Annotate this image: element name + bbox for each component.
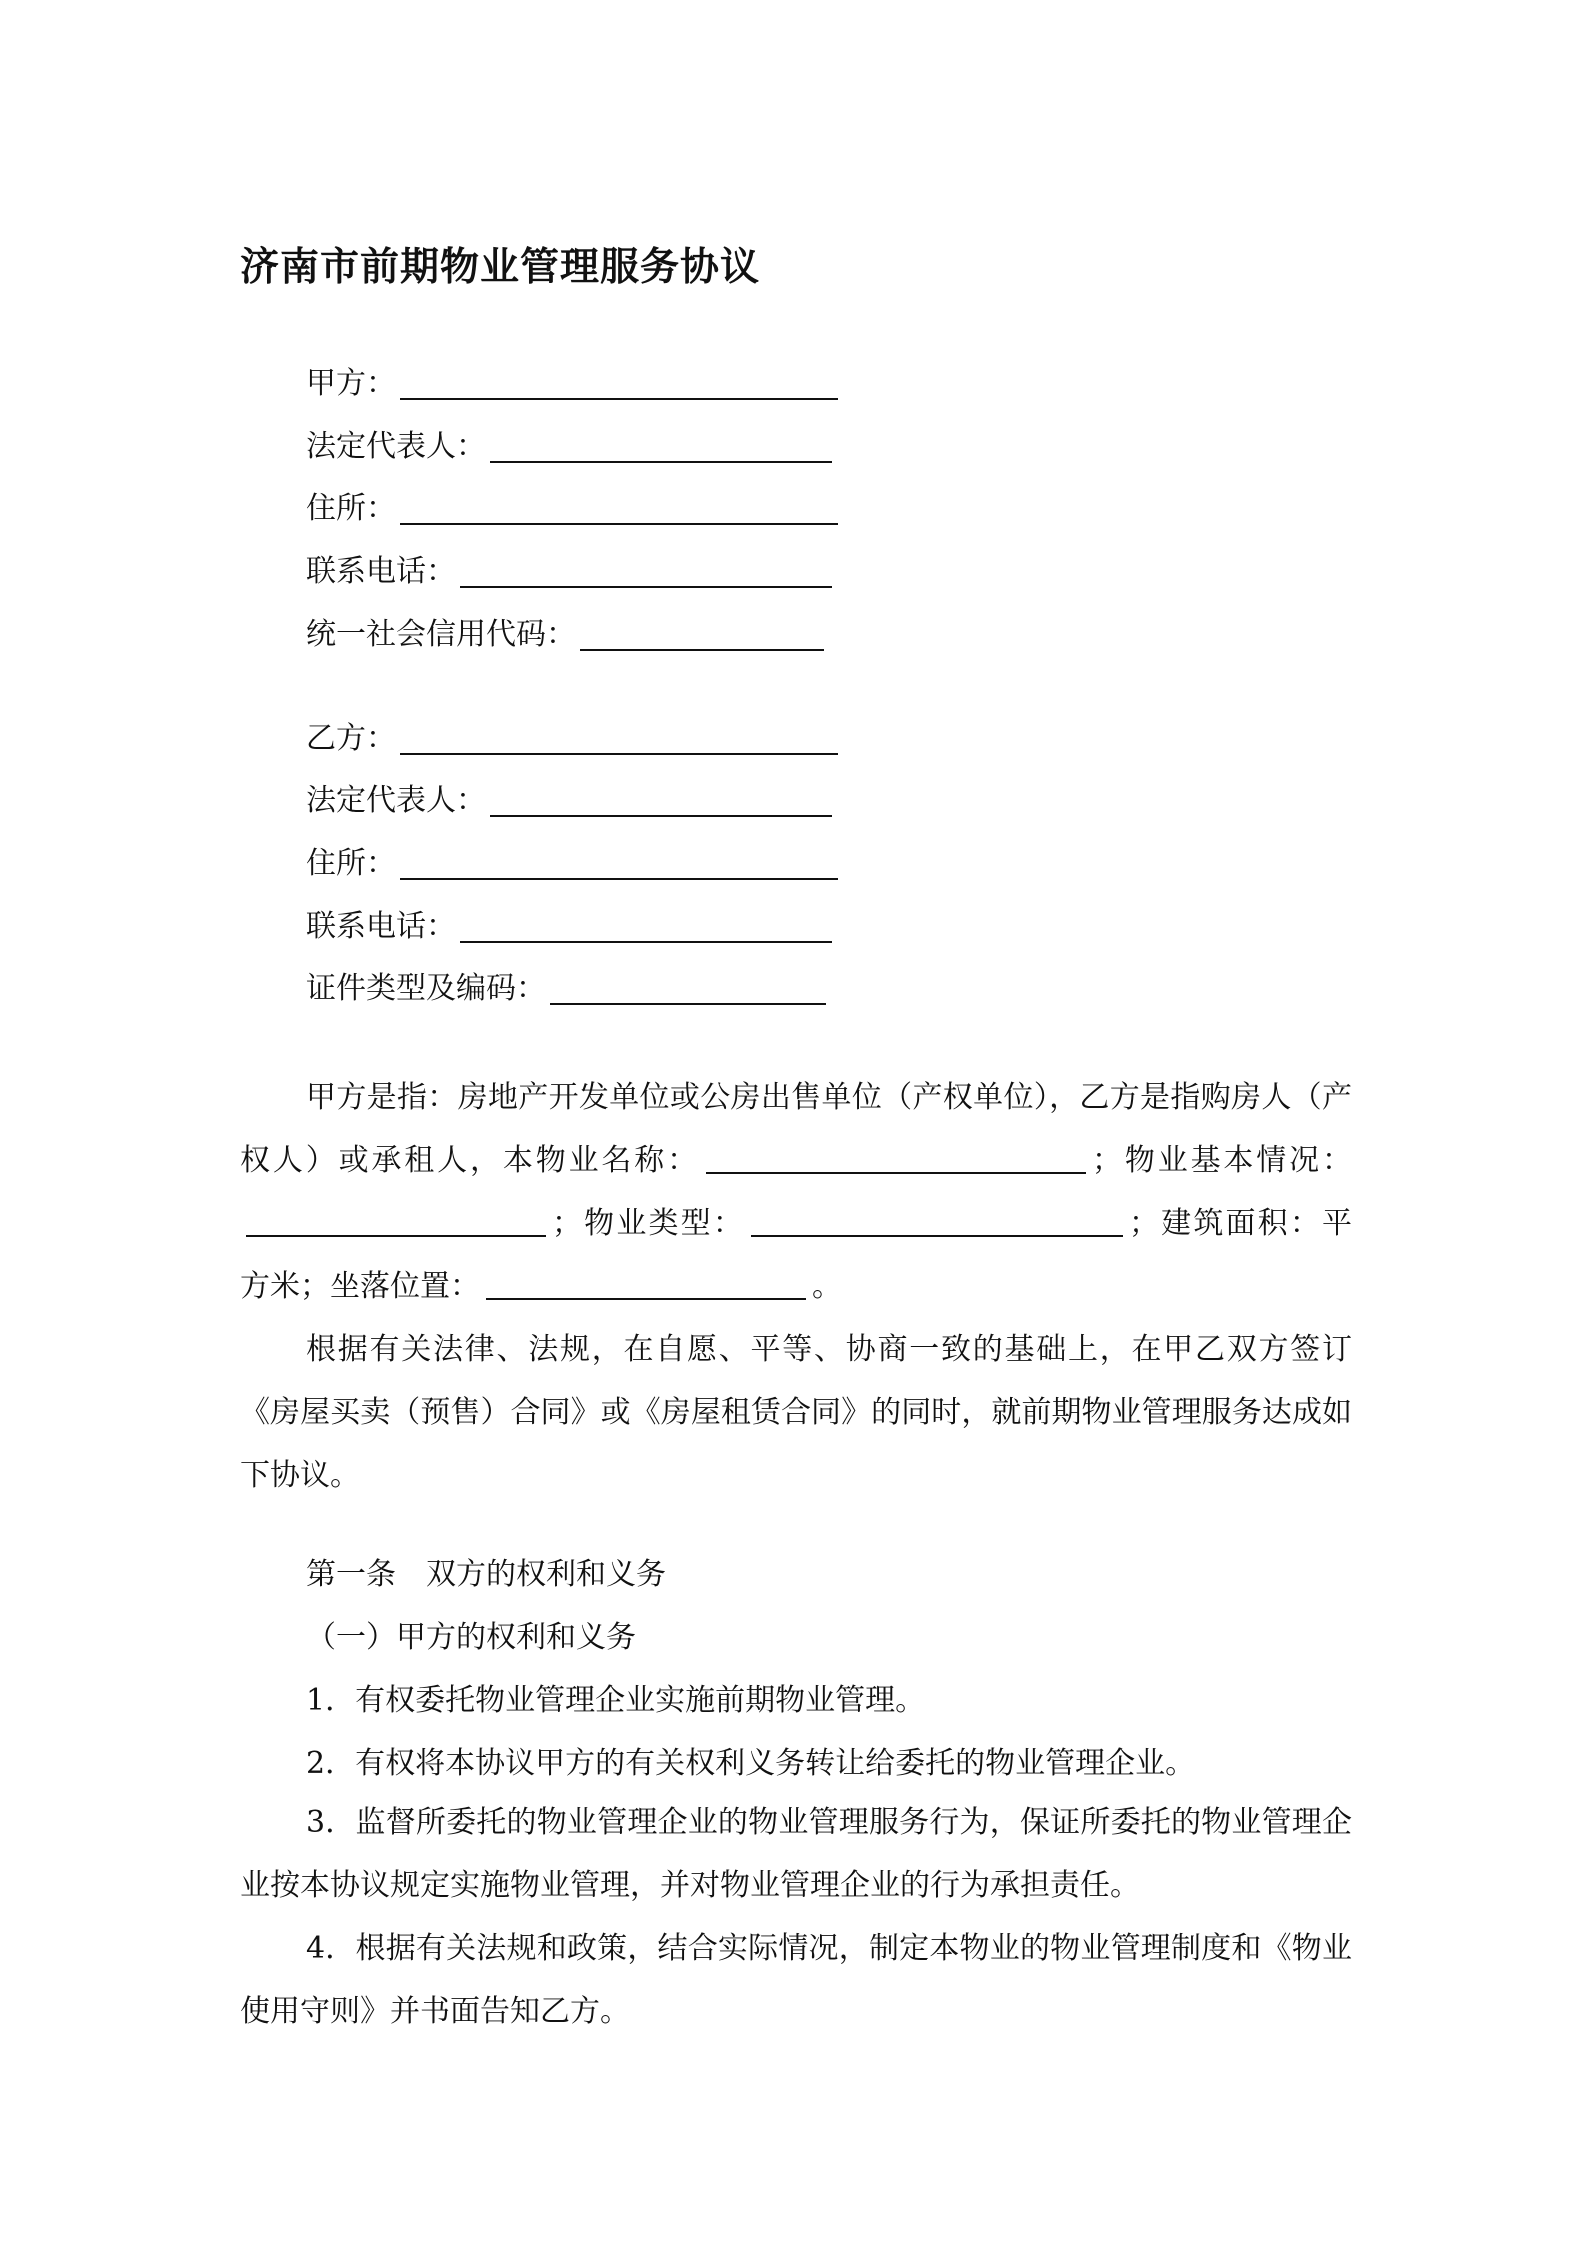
- field-label: 甲方：: [306, 366, 396, 401]
- fill-in-blank[interactable]: [400, 719, 838, 755]
- party-a-name-field: [306, 362, 838, 406]
- party-b-address-field: [306, 842, 838, 886]
- field-label: 法定代表人：: [306, 783, 486, 818]
- article-1-heading: 第一条 双方的权利和义务: [306, 1557, 666, 1592]
- fill-in-blank[interactable]: [460, 552, 832, 588]
- intro-paragraph-basis: 根据有关法律、法规，在自愿、平等、协商一致的基础上，在甲乙双方签订《房屋买卖（预售）合同》或《房屋租赁合同》的同时，就前期物业管理服务达成如下协议。: [240, 1332, 1352, 1493]
- intro-text-2: ；物业基本情况：: [1092, 1143, 1352, 1178]
- list-item: 1．有权委托物业管理企业实施前期物业管理。: [306, 1683, 926, 1718]
- list-item: 3．监督所委托的物业管理企业的物业管理服务行为，保证所委托的物业管理企业按本协议规定实施物业管理，并对物业管理企业的行为承担责任。: [240, 1805, 1352, 1903]
- fill-in-blank[interactable]: [550, 969, 826, 1005]
- field-label: 住所：: [306, 846, 396, 881]
- intro-text-1: 甲方是指：房地产开发单位或公房出售单位（产权单位），乙方是指购房人（产权人）或承租人，本物业名称：: [240, 1080, 1352, 1178]
- document-title: 济南市前期物业管理服务协议: [240, 245, 761, 290]
- fill-in-blank[interactable]: [400, 844, 838, 880]
- party-a-phone-field: [306, 550, 832, 594]
- party-b-legal-rep-field: [306, 779, 832, 823]
- property-type-blank[interactable]: [751, 1205, 1123, 1237]
- field-label: 联系电话：: [306, 554, 456, 589]
- party-a-credit-code-field: [306, 613, 824, 657]
- list-item: 2．有权将本协议甲方的有关权利义务转让给委托的物业管理企业。: [306, 1746, 1196, 1781]
- location-blank[interactable]: [486, 1268, 806, 1300]
- fill-in-blank[interactable]: [460, 907, 832, 943]
- list-item: 4．根据有关法规和政策，结合实际情况，制定本物业的物业管理制度和《物业使用守则》并书面告知乙方。: [240, 1931, 1352, 2029]
- article-1-subheading: （一）甲方的权利和义务: [306, 1620, 636, 1655]
- property-info-blank[interactable]: [246, 1205, 546, 1237]
- party-a-address-field: [306, 487, 838, 531]
- field-label: 乙方：: [306, 721, 396, 756]
- field-label: 统一社会信用代码：: [306, 617, 576, 652]
- intro-paragraph-definitions: [240, 1066, 1352, 1318]
- fill-in-blank[interactable]: [490, 781, 832, 817]
- intro-text-3: ；物业类型：: [552, 1206, 745, 1241]
- party-a-legal-rep-field: [306, 425, 832, 469]
- party-b-name-field: [306, 717, 838, 761]
- property-name-blank[interactable]: [706, 1142, 1086, 1174]
- field-label: 住所：: [306, 491, 396, 526]
- fill-in-blank[interactable]: [400, 364, 838, 400]
- fill-in-blank[interactable]: [580, 615, 824, 651]
- fill-in-blank[interactable]: [490, 427, 832, 463]
- field-label: 证件类型及编码：: [306, 971, 546, 1006]
- field-label: 联系电话：: [306, 909, 456, 944]
- intro-text-6: 。: [812, 1269, 842, 1304]
- intro-text-4: ；建筑面积：: [1129, 1206, 1322, 1241]
- party-b-phone-field: [306, 905, 832, 949]
- field-label: 法定代表人：: [306, 429, 486, 464]
- party-b-id-field: [306, 967, 826, 1011]
- fill-in-blank[interactable]: [400, 489, 838, 525]
- intro-text-5: 平方米；坐落位置：: [240, 1206, 1352, 1304]
